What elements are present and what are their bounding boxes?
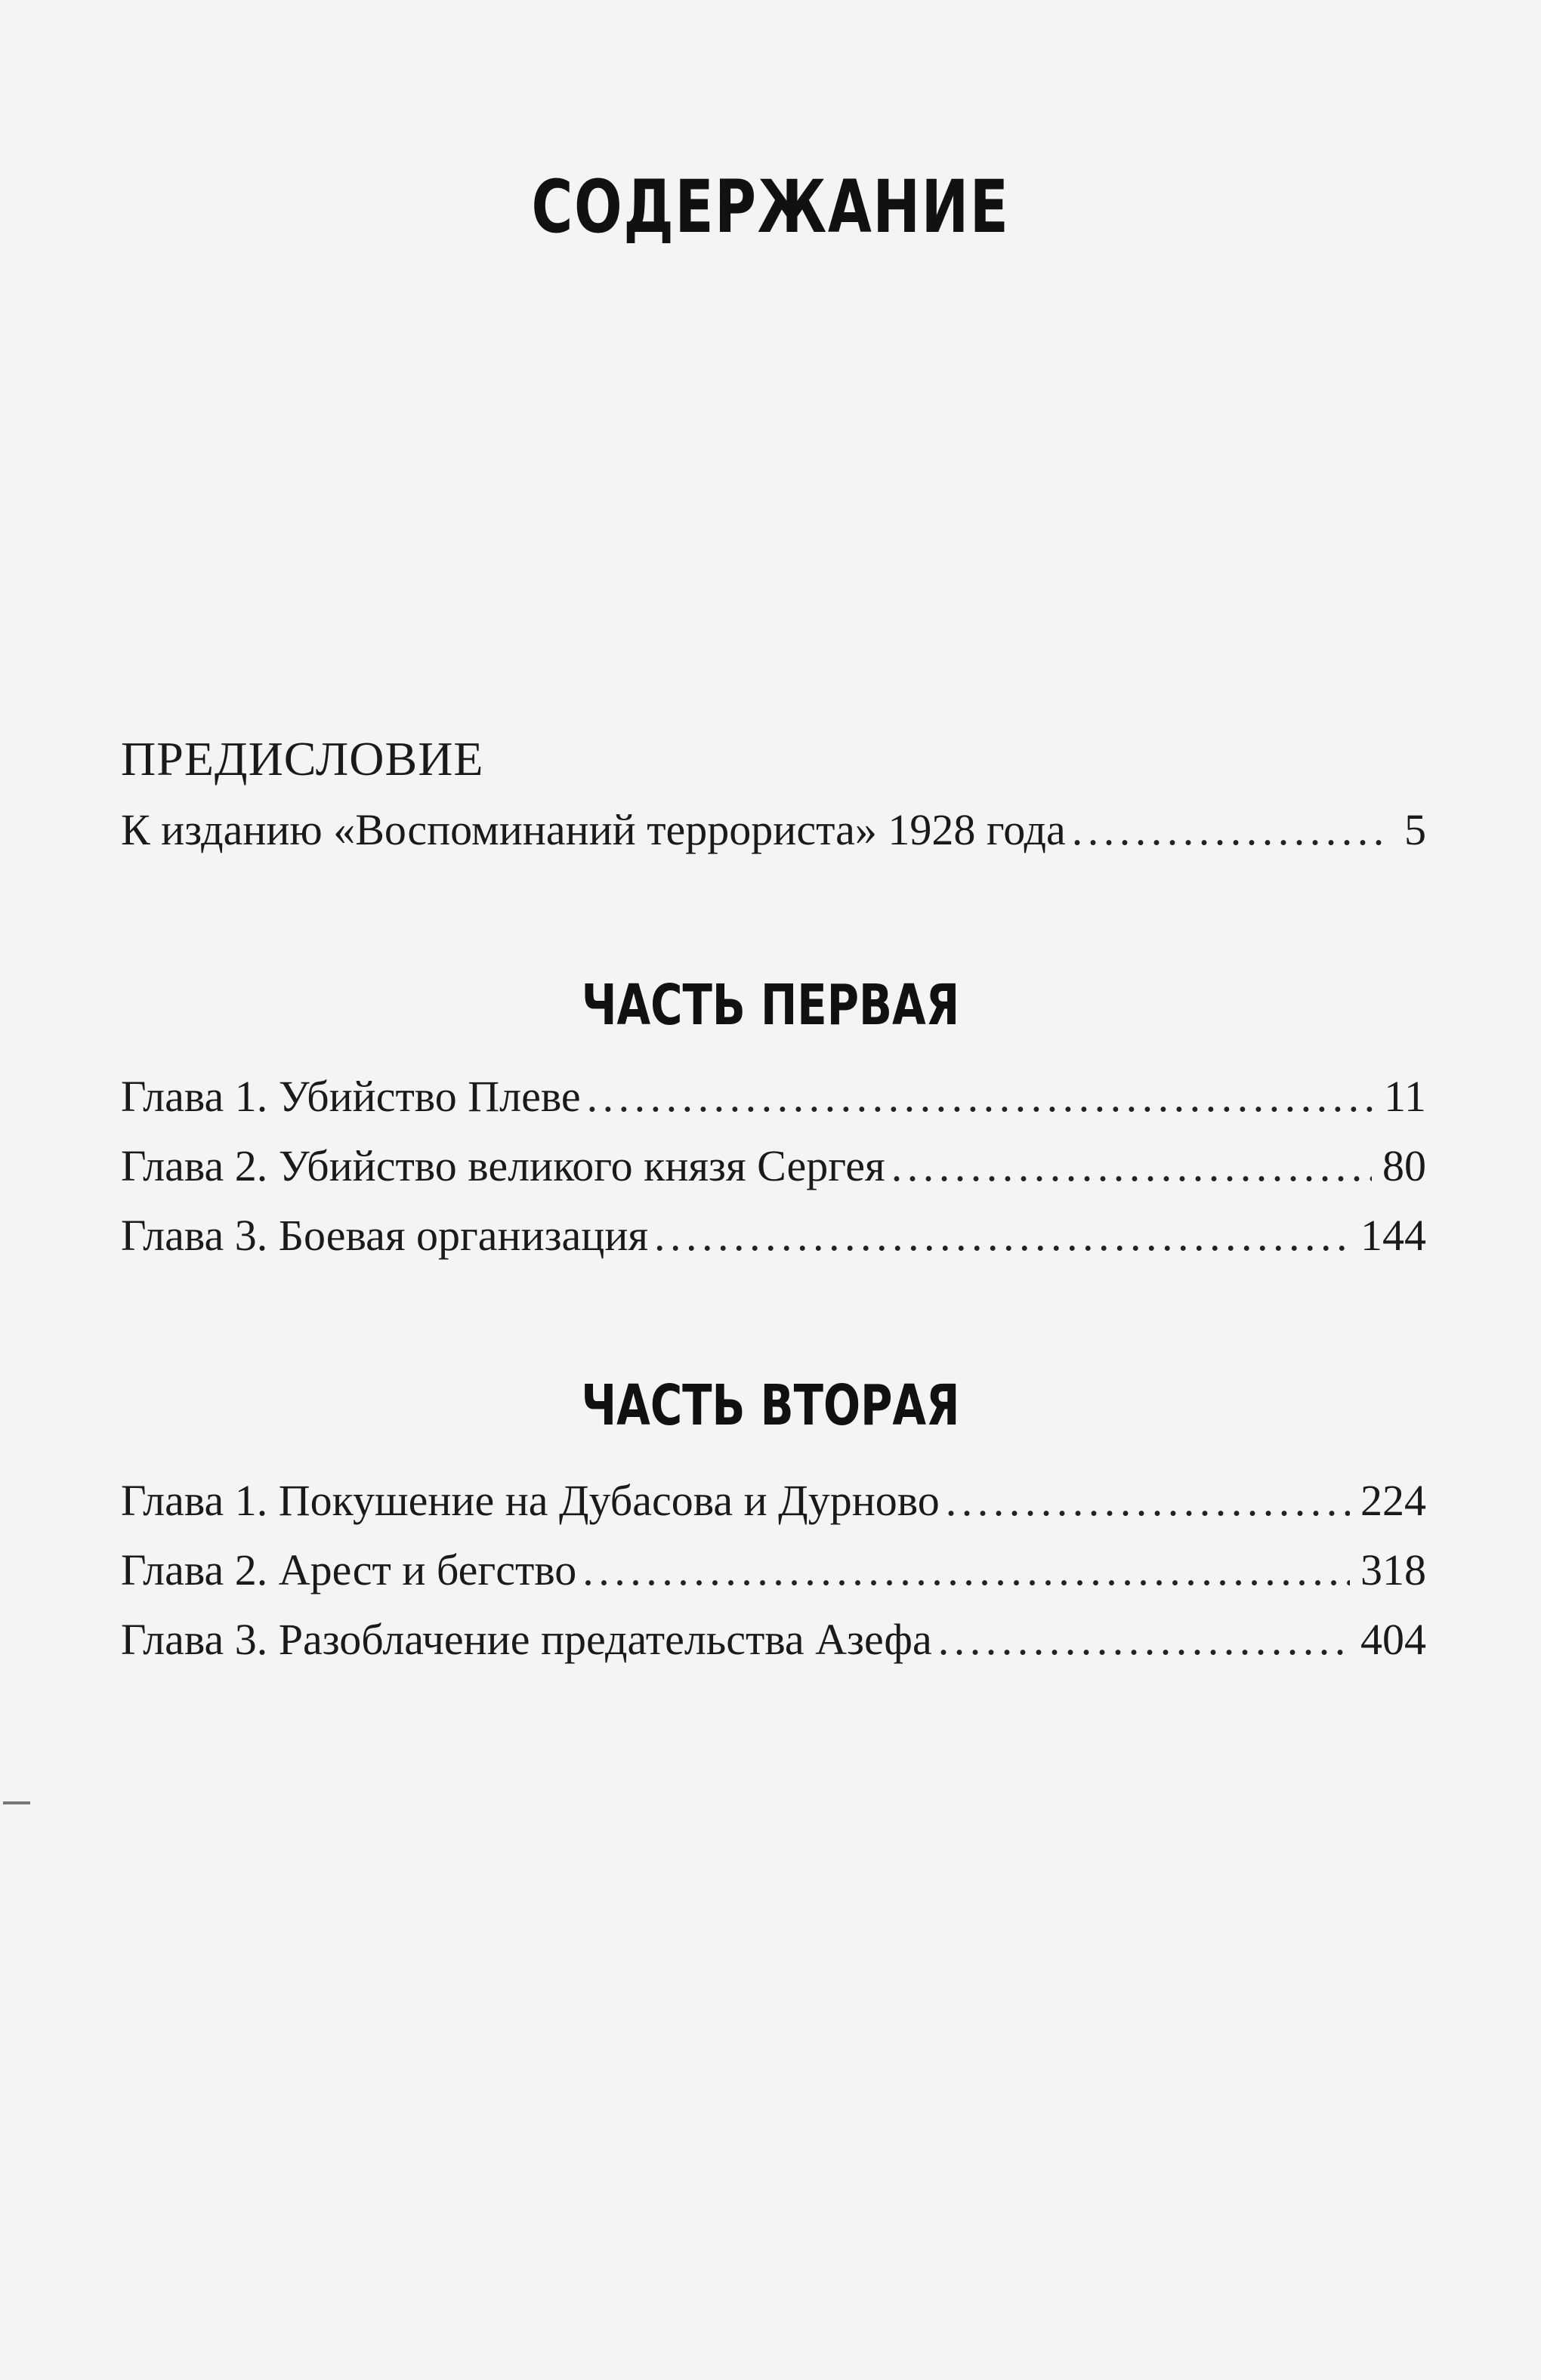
toc-page-number: 404 xyxy=(1360,1615,1426,1664)
page-title: СОДЕРЖАНИЕ xyxy=(531,165,1010,249)
toc-page-number: 80 xyxy=(1382,1141,1426,1190)
margin-mark xyxy=(3,1801,30,1804)
dot-leader xyxy=(654,1210,1350,1261)
toc-page-number: 224 xyxy=(1360,1476,1426,1525)
dot-leader xyxy=(582,1545,1350,1595)
dot-leader xyxy=(891,1141,1372,1191)
toc-entry-text: Глава 1. Покушение на Дубасова и Дурново xyxy=(121,1476,940,1525)
dot-leader xyxy=(587,1071,1373,1122)
toc-entry-part1-ch3 xyxy=(121,1210,1426,1270)
toc-entry-part2-ch2 xyxy=(121,1545,1426,1605)
part-one-heading: ЧАСТЬ ПЕРВАЯ xyxy=(581,973,960,1038)
dot-leader xyxy=(938,1614,1350,1665)
toc-entry-part2-ch3 xyxy=(121,1614,1426,1675)
toc-page-number: 144 xyxy=(1360,1211,1426,1260)
toc-page-number: 318 xyxy=(1360,1545,1426,1594)
toc-entry-text: К изданию «Воспоминаний террориста» 1928 года xyxy=(121,805,1066,854)
toc-entry-text: Глава 2. Убийство великого князя Сергея xyxy=(121,1141,885,1190)
toc-entry-text: Глава 3. Боевая организация xyxy=(121,1211,649,1260)
toc-page-number: 5 xyxy=(1404,805,1426,854)
bleed-through-decoration xyxy=(0,45,1541,68)
toc-entry-text: Глава 1. Убийство Плеве xyxy=(121,1072,581,1121)
toc-entry-part2-ch1 xyxy=(121,1475,1426,1536)
toc-entry-part1-ch1 xyxy=(121,1071,1426,1131)
toc-page-number: 11 xyxy=(1384,1072,1426,1121)
toc-entry-preface xyxy=(121,804,1426,865)
part-two-heading: ЧАСТЬ ВТОРАЯ xyxy=(581,1373,960,1438)
preface-heading: ПРЕДИСЛОВИЕ xyxy=(121,732,484,786)
dot-leader xyxy=(1072,804,1385,855)
toc-entry-text: Глава 3. Разоблачение предательства Азефа xyxy=(121,1615,932,1664)
dot-leader xyxy=(946,1475,1350,1526)
toc-entry-part1-ch2 xyxy=(121,1141,1426,1201)
toc-entry-text: Глава 2. Арест и бегство xyxy=(121,1545,577,1594)
